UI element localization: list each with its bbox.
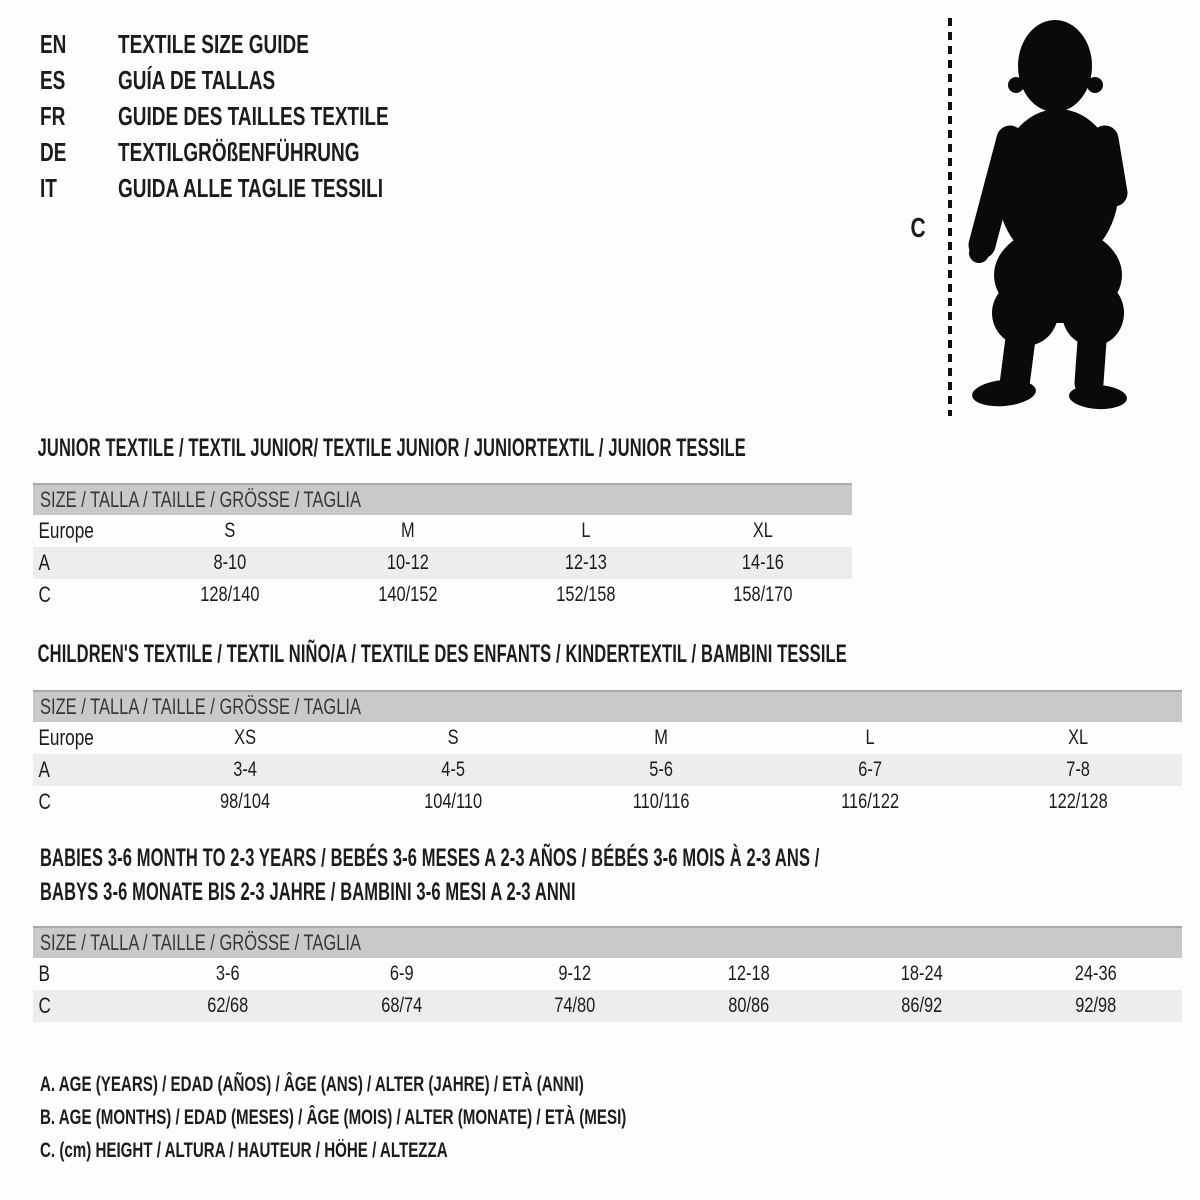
size-header-bar: [33, 483, 852, 515]
table-cell: 158/170: [733, 583, 793, 606]
table-cell: 86/92: [901, 994, 943, 1017]
language-code: EN: [40, 28, 67, 59]
legend-line-a: A. AGE (YEARS) / EDAD (AÑOS) / ÂGE (ANS) / ALTER (JAHRE) / ETÀ (ANNI): [40, 1073, 584, 1096]
legend-line-b: B. AGE (MONTHS) / EDAD (MESES) / ÂGE (MOIS) / ALTER (MONATE) / ETÀ (MESI): [40, 1106, 627, 1129]
table-cell: 116/122: [840, 790, 899, 813]
section-children: [33, 642, 1182, 818]
section-junior: [33, 436, 852, 611]
row-label: B: [38, 961, 50, 986]
language-code: IT: [40, 172, 57, 203]
table-cell: 128/140: [200, 583, 260, 606]
table-cell: XL: [1067, 726, 1088, 749]
table-cell: 122/128: [1048, 790, 1108, 813]
table-cell: L: [865, 726, 875, 749]
section-title-line2: BABYS 3-6 MONATE BIS 2-3 JAHRE / BAMBINI 3-6 MESI A 2-3 ANNI: [40, 878, 576, 906]
table-cell: 62/68: [207, 994, 249, 1017]
table-cell: 152/158: [555, 583, 615, 606]
table-cell: 12-18: [727, 962, 770, 985]
language-row: [40, 98, 489, 134]
language-row: [40, 170, 489, 206]
size-header-bar: [33, 690, 1182, 722]
row-label: A: [38, 757, 50, 782]
table-row: [33, 515, 852, 547]
size-table-babies: [33, 958, 1182, 1022]
section-title: JUNIOR TEXTILE / TEXTIL JUNIOR/ TEXTILE JUNIOR / JUNIORTEXTIL / JUNIOR TESSILE: [37, 434, 746, 462]
table-cell: 80/86: [727, 994, 769, 1017]
table-cell: L: [580, 519, 590, 542]
table-cell: 3-4: [233, 758, 257, 781]
size-table-children: [33, 722, 1182, 818]
row-label: Europe: [38, 725, 94, 750]
language-title: GUÍA DE TALLAS: [118, 64, 276, 95]
size-header-label: SIZE / TALLA / TAILLE / GRÖSSE / TAGLIA: [40, 487, 361, 512]
language-title: GUIDA ALLE TAGLIE TESSILI: [118, 172, 384, 203]
language-code: ES: [40, 64, 66, 95]
table-cell: 5-6: [649, 758, 674, 781]
table-row: [33, 579, 852, 611]
language-title-list: [40, 26, 489, 206]
section-title-line1: BABIES 3-6 MONTH TO 2-3 YEARS / BEBÉS 3-6 MESES A 2-3 AÑOS / BÉBÉS 3-6 MOIS À 2-3 ANS /: [40, 844, 820, 872]
size-header-label: SIZE / TALLA / TAILLE / GRÖSSE / TAGLIA: [40, 930, 361, 955]
row-label: C: [38, 582, 51, 607]
table-cell: M: [400, 519, 415, 542]
row-label: C: [38, 789, 51, 814]
toddler-silhouette-icon: [962, 16, 1142, 418]
table-cell: XS: [234, 726, 257, 749]
language-title: GUIDE DES TAILLES TEXTILE: [118, 100, 389, 131]
table-cell: 3-6: [215, 962, 240, 985]
table-cell: 12-13: [564, 551, 607, 574]
table-cell: 6-9: [389, 962, 414, 985]
language-row: [40, 26, 489, 62]
table-row: [33, 786, 1182, 818]
size-table-junior: [33, 515, 852, 611]
section-title: CHILDREN'S TEXTILE / TEXTIL NIÑO/A / TEXTILE DES ENFANTS / KINDERTEXTIL / BAMBINI TESSILE: [37, 640, 847, 668]
table-cell: 110/116: [633, 790, 690, 813]
table-cell: 98/104: [220, 790, 271, 813]
table-cell: 104/110: [424, 790, 483, 813]
table-row: [33, 722, 1182, 754]
language-title: TEXTILGRÖßENFÜHRUNG: [118, 136, 360, 167]
section-title: [33, 841, 1182, 909]
table-cell: 10-12: [386, 551, 429, 574]
table-cell: 7-8: [1066, 758, 1090, 781]
language-code: DE: [40, 136, 67, 167]
legend: [40, 1068, 854, 1167]
row-label: Europe: [38, 518, 94, 543]
language-title: TEXTILE SIZE GUIDE: [118, 28, 309, 59]
table-row: [33, 754, 1182, 786]
language-row: [40, 62, 489, 98]
table-cell: 74/80: [554, 994, 596, 1017]
section-babies: [33, 841, 1182, 1022]
table-cell: 14-16: [742, 551, 785, 574]
table-cell: 140/152: [378, 583, 438, 606]
table-cell: 24-36: [1074, 962, 1117, 985]
legend-line-c: C. (cm) HEIGHT / ALTURA / HAUTEUR / HÖHE / ALTEZZA: [40, 1139, 448, 1162]
table-cell: XL: [753, 519, 774, 542]
table-cell: S: [447, 726, 459, 749]
table-cell: S: [224, 519, 236, 542]
height-dashed-line: [948, 18, 952, 416]
table-cell: 68/74: [380, 994, 422, 1017]
table-cell: 92/98: [1074, 994, 1116, 1017]
table-row: [33, 958, 1182, 990]
table-row: [33, 547, 852, 579]
row-label: C: [38, 993, 51, 1018]
table-cell: 8-10: [213, 551, 247, 574]
language-code: FR: [40, 100, 66, 131]
table-cell: M: [654, 726, 669, 749]
measure-label-c: C: [910, 212, 926, 243]
table-cell: 6-7: [857, 758, 882, 781]
table-cell: 18-24: [900, 962, 943, 985]
size-header-bar: [33, 926, 1182, 958]
table-cell: 4-5: [441, 758, 466, 781]
language-row: [40, 134, 489, 170]
size-header-label: SIZE / TALLA / TAILLE / GRÖSSE / TAGLIA: [40, 694, 361, 719]
row-label: A: [38, 550, 50, 575]
table-row: [33, 990, 1182, 1022]
table-cell: 9-12: [558, 962, 592, 985]
